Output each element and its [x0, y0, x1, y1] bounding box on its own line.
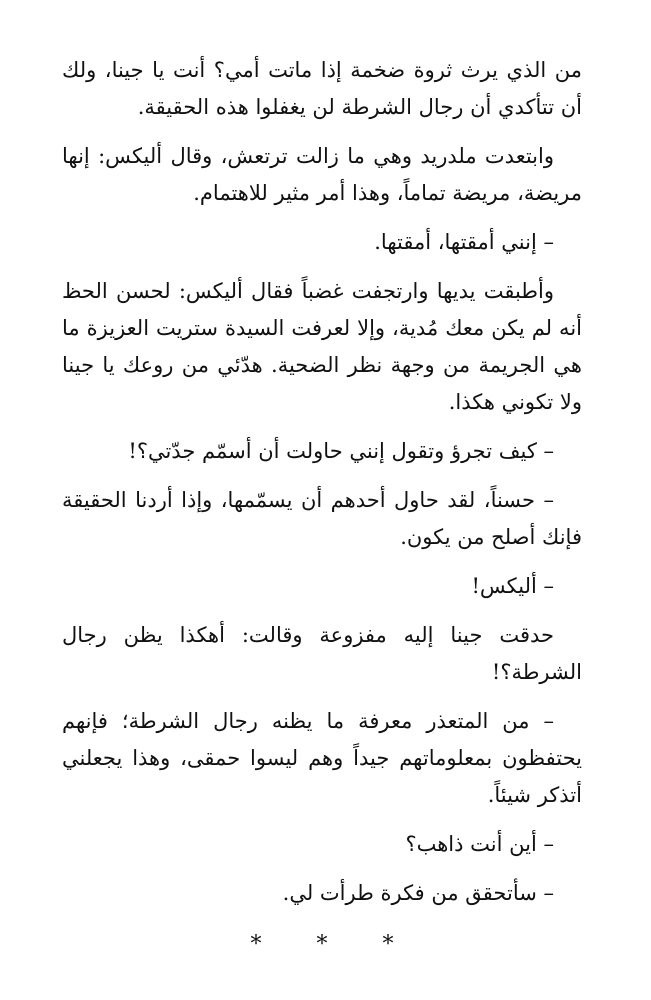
paragraph-8: حدقت جينا إليه مفزوعة وقالت: أهكذا يظن رجال الشرطة؟!	[62, 623, 582, 684]
paragraph-2: وابتعدت ملدريد وهي ما زالت ترتعش، وقال أليكس: إنها مريضة، مريضة تماماً، وهذا أمر مثير للاهتمام.	[62, 144, 582, 205]
paragraph-9: – من المتعذر معرفة ما يظنه رجال الشرطة؛ فإنهم يحتفظون بمعلوماتهم جيداً وهم ليسوا حمقى، وهذا يجعلني أتذكر شيئاً.	[62, 709, 582, 807]
paragraph-6: – حسناً، لقد حاول أحدهم أن يسمّمها، وإذا أردنا الحقيقة فإنك أصلح من يكون.	[62, 488, 582, 549]
paragraph-5: – كيف تجرؤ وتقول إنني حاولت أن أسمّم جدّتي؟!	[128, 439, 554, 463]
paragraph-4: وأطبقت يديها وارتجفت غضباً فقال أليكس: لحسن الحظ أنه لم يكن معك مُدية، وإلا لعرفت السيدة ستريت العزيزة ما هي الجريمة من وجهة نظر الضحية. هدّئي من روعك يا جينا ولا تكوني هكذا.	[62, 279, 582, 414]
page-text	[62, 52, 582, 963]
paragraph-7: – أليكس!	[471, 574, 554, 598]
paragraph-3: – إنني أمقتها، أمقتها.	[374, 230, 554, 254]
paragraph-1: من الذي يرث ثروة ضخمة إذا ماتت أمي؟ أنت يا جينا، ولك أن تتأكدي أن رجال الشرطة لن يغفلوا هذه الحقيقة.	[62, 58, 582, 119]
paragraph-10: – أين أنت ذاهب؟	[405, 832, 554, 856]
section-separator: * * *	[250, 932, 418, 957]
paragraph-11: – سأتحقق من فكرة طرأت لي.	[282, 881, 554, 905]
